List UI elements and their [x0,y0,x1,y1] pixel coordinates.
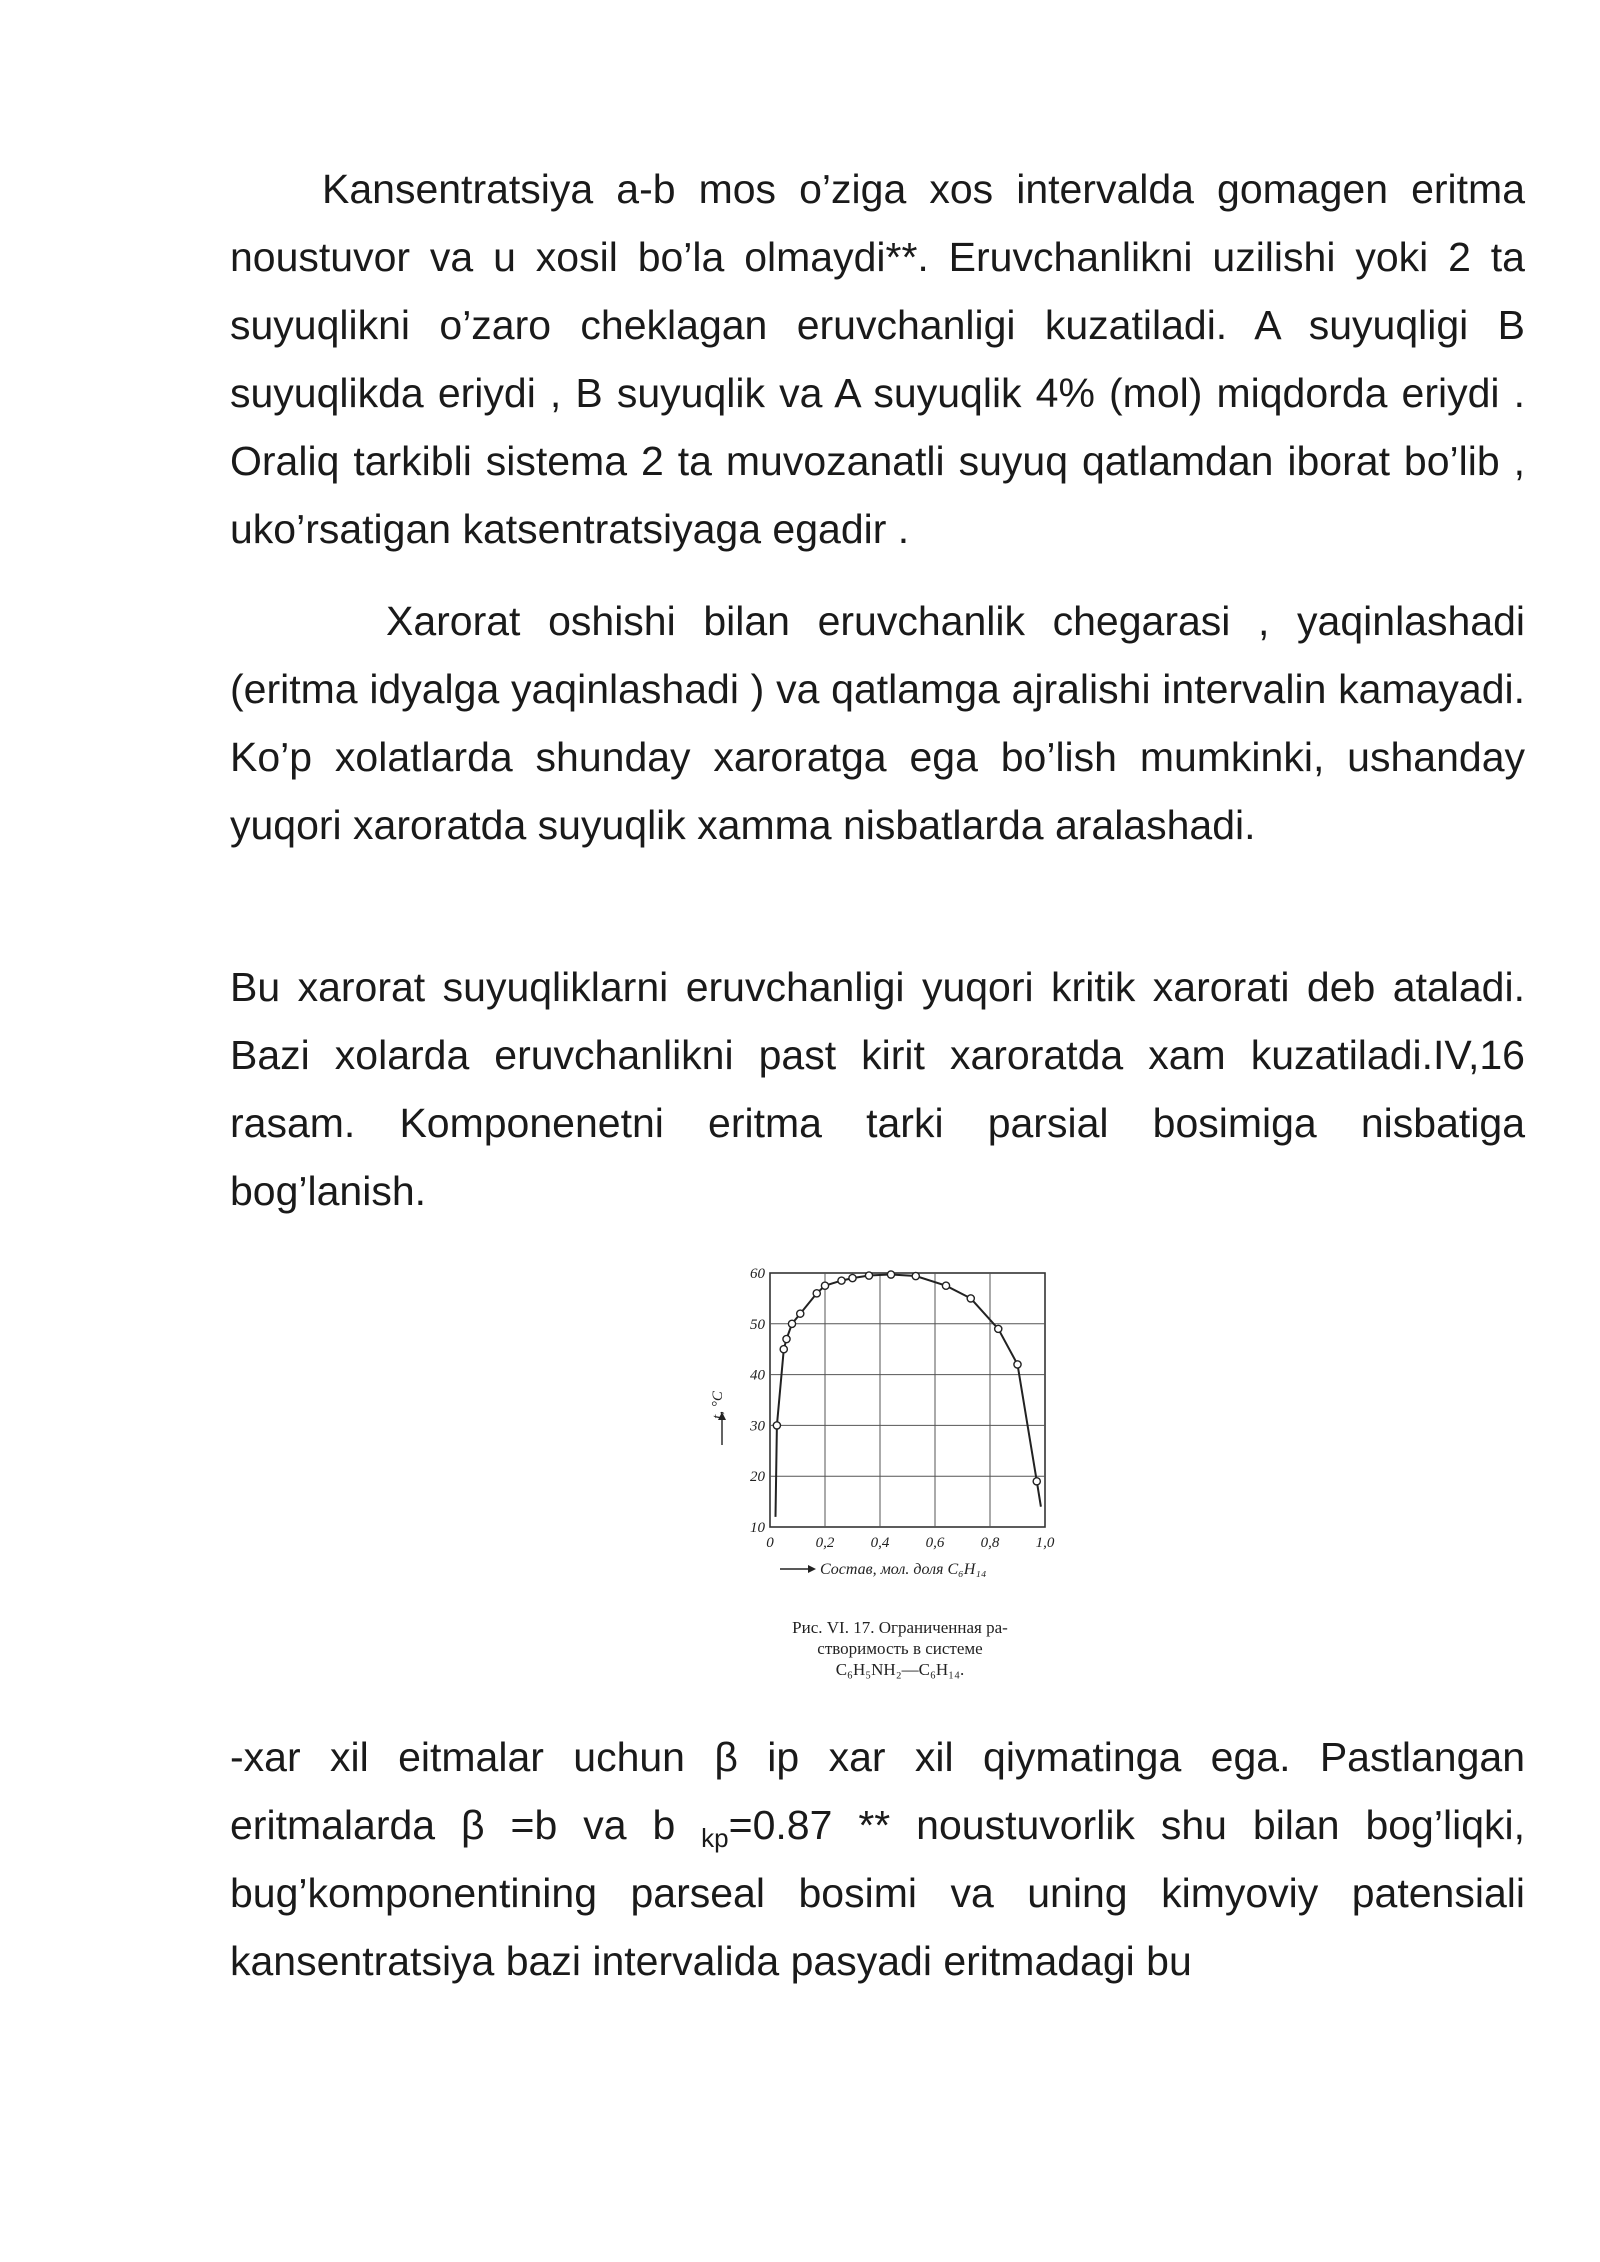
solubility-chart [700,1245,1100,1617]
x-tick-label: 1,0 [1035,1535,1055,1551]
y-tick-label: 10 [750,1520,765,1536]
data-point [942,1282,949,1289]
data-point [912,1272,919,1279]
x-axis-arrow-head [808,1565,816,1573]
x-tick-label: 0,6 [925,1535,945,1551]
y-axis-label: t, °C [710,1391,726,1419]
y-tick-label: 20 [750,1469,765,1486]
data-point [967,1295,974,1302]
y-tick-label: 40 [750,1367,765,1384]
solubility-curve [776,1275,1041,1517]
caption-line-2: створимость в системе [817,1639,983,1658]
data-point [821,1282,828,1289]
x-tick-label: 0 [766,1535,774,1551]
data-point [1014,1361,1021,1368]
figure-caption [700,1617,1100,1680]
x-tick-label: 0,2 [815,1535,835,1551]
data-point [797,1310,804,1317]
x-axis-label: Состав, мол. доля C₆H₁₄ [820,1561,987,1578]
data-point [783,1335,790,1342]
data-point [773,1422,780,1429]
paragraph-4-subscript: kp [701,1823,729,1853]
x-tick-label: 0,8 [980,1535,1000,1551]
data-point [865,1272,872,1279]
paragraph-3: Bu xarorat suyuqliklarni eruvchanligi yuqori kritik xarorati deb ataladi. Bazi xolarda eruvchanlikni past kirit xaroratda xam kuzatiladi.IV,16 rasam. Komponenetni eritma tarki parsial bosimiga nisbatiga bog’lanish. [230,964,1525,1214]
data-point [788,1320,795,1327]
solubility-figure [700,1245,1100,1685]
data-point [838,1277,845,1284]
data-point [849,1274,856,1281]
y-tick-label: 50 [750,1316,765,1333]
data-point [1033,1478,1040,1485]
data-point [995,1325,1002,1332]
caption-line-1: Рис. VI. 17. Ограниченная ра- [792,1618,1008,1637]
paragraph-4 [230,1723,1525,1995]
paragraph-4-text-a: -xar xil eitmalar uchun β ip xar xil qiymatinga ega. Pastlangan eritmalarda β =b va b [230,1734,1525,1848]
paragraph-1: Kansentratsiya a-b mos o’ziga xos intervalda gomagen eritma noustuvor va u xosil bo’la olmaydi**. Eruvchanlikni uzilishi yoki 2 ta suyuqlikni o’zaro cheklagan eruvchanligi kuzatiladi. A suyuqligi B suyuqlikda eriydi , B suyuqlik va A suyuqlik 4% (mol) miqdorda eriydi . Oraliq tarkibli sistema 2 ta muvozanatli suyuq qatlamdan iborat bo’lib , uko’rsatigan katsentratsiyaga egadir . [230,166,1525,552]
data-point [887,1271,894,1278]
y-tick-label: 30 [750,1418,765,1435]
paragraph-4-text-b: =0.87 ** noustuvorlik shu bilan bog’liqki, bug’komponentining parseal bosimi va uning kimyoviy patensiali kansentratsiya bazi intervalida pasyadi eritmadagi bu [230,1802,1525,1984]
paragraph-2: Xarorat oshishi bilan eruvchanlik chegarasi , yaqinlashadi (eritma idyalga yaqinlashadi ) va qatlamga ajralishi intervalin kamayadi. Ko’p xolatlarda shunday xaroratga ega bo’lish mumkinki, ushanday yuqori xaroratda suyuqlik xamma nisbatlarda aralashadi. [230,598,1525,848]
x-tick-label: 0,4 [870,1535,890,1551]
data-point [813,1290,820,1297]
y-tick-label: 60 [750,1266,765,1282]
data-point [780,1346,787,1353]
plot-frame [770,1273,1045,1527]
caption-line-3: C₆H₅NH₂—C₆H₁₄. [835,1660,965,1679]
